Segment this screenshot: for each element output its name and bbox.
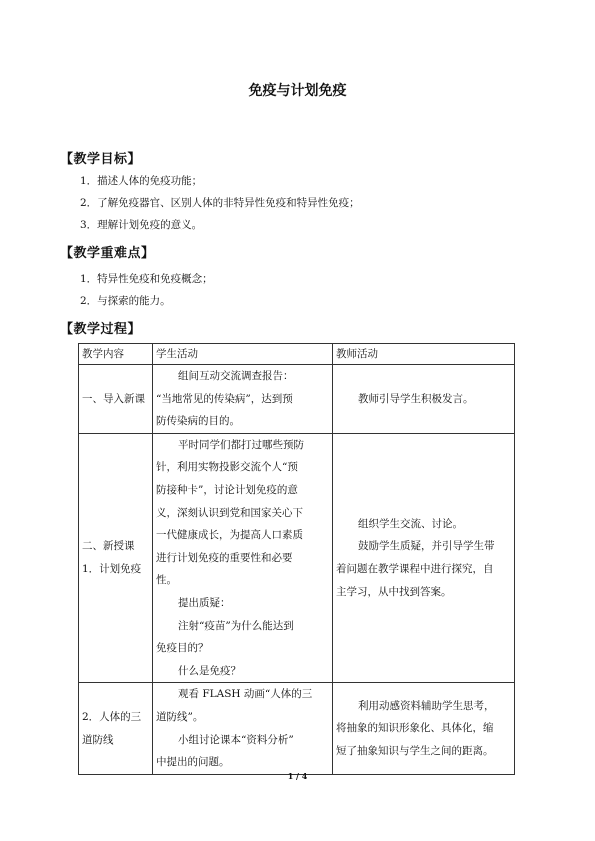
cell-content <box>79 365 153 434</box>
column-header-teacher: 教师活动 <box>333 344 515 365</box>
cell-student <box>153 365 333 434</box>
student-line: 提出质疑： <box>178 596 231 609</box>
student-paragraph <box>156 365 329 433</box>
page-number: 1 / 4 <box>287 771 308 781</box>
cell-teacher <box>333 433 515 683</box>
teacher-paragraph <box>336 695 511 763</box>
column-header-student: 学生活动 <box>153 344 333 365</box>
cell-content <box>79 433 153 683</box>
student-paragraph <box>156 660 329 683</box>
cell-teacher <box>333 683 515 774</box>
student-line: 义，深刻认识到党和国家关心下 <box>156 506 303 519</box>
student-line: 什么是免疫？ <box>178 664 242 677</box>
student-line: 性。 <box>156 574 177 587</box>
content-line: 2．人体的三 <box>82 710 142 723</box>
teacher-line: 鼓励学生质疑，并引导学生带 <box>358 540 495 553</box>
teacher-line: 将抽象的知识形象化、具体化，缩 <box>336 722 494 735</box>
keypoint-item: 1．特异性免疫和免疫概念； <box>80 273 213 285</box>
section-heading-goals: 【教学目标】 <box>60 152 142 167</box>
cell-student <box>153 433 333 683</box>
table-header-row <box>79 344 515 365</box>
teacher-line: 利用动感资料辅助学生思考， <box>358 699 495 712</box>
student-line: 观看 FLASH 动画“人体的三 <box>178 688 313 701</box>
teacher-line: 组织学生交流、讨论。 <box>358 517 464 530</box>
student-line: 进行计划免疫的重要性和必要 <box>156 551 293 564</box>
teacher-line: 短了抽象知识与学生之间的距离。 <box>336 744 494 757</box>
content-line: 道防线 <box>82 733 114 746</box>
student-paragraph <box>156 592 329 615</box>
goal-item: 1．描述人体的免疫功能； <box>80 175 203 187</box>
teacher-paragraph <box>336 513 511 536</box>
teacher-line: 主学习，从中找到答案。 <box>336 585 452 598</box>
teacher-paragraph <box>336 388 511 411</box>
goal-item: 3．理解计划免疫的意义。 <box>80 219 203 231</box>
student-paragraph <box>156 615 329 660</box>
lesson-plan-table <box>78 343 515 775</box>
content-line: 一、导入新课 <box>82 392 145 405</box>
cell-teacher <box>333 365 515 434</box>
student-line: 一代健康成长，为提高人口素质 <box>156 529 303 542</box>
column-header-content: 教学内容 <box>79 344 153 365</box>
keypoint-item: 2．与探索的能力。 <box>80 295 171 307</box>
goal-item: 2．了解免疫器官、区别人体的非特异性免疫和特异性免疫； <box>80 197 360 209</box>
student-line: 中提出的问题。 <box>156 756 230 769</box>
student-paragraph <box>156 683 329 728</box>
student-line: 小组讨论课本“资料分析” <box>178 733 294 746</box>
cell-student <box>153 683 333 774</box>
table-row <box>79 365 515 434</box>
student-line: 平时同学们都打过哪些预防 <box>178 438 305 451</box>
content-line: 二、新授课 <box>82 540 135 553</box>
student-line: 防传染病的目的。 <box>156 415 240 428</box>
table-row <box>79 683 515 774</box>
section-heading-process: 【教学过程】 <box>60 322 142 337</box>
student-line: 道防线”。 <box>156 710 204 723</box>
student-line: “当地常见的传染病”，达到预 <box>156 392 293 405</box>
teacher-line: 教师引导学生积极发言。 <box>358 392 474 405</box>
student-line: 组间互动交流调查报告： <box>178 370 294 382</box>
page-title: 免疫与计划免疫 <box>248 83 347 99</box>
teacher-line: 着问题在教学课程中进行探究，自 <box>336 563 494 576</box>
student-paragraph <box>156 729 329 774</box>
teacher-paragraph <box>336 535 511 603</box>
section-heading-keypoints: 【教学重难点】 <box>60 246 155 261</box>
student-line: 防接种卡”，讨论计划免疫的意 <box>156 483 298 496</box>
cell-content <box>79 683 153 774</box>
student-line: 针，利用实物投影交流个人“预 <box>156 461 298 474</box>
content-line: 1．计划免疫 <box>82 563 142 576</box>
student-line: 注射“疫苗”为什么能达到 <box>178 619 294 632</box>
student-line: 免疫目的？ <box>156 642 209 655</box>
table-row <box>79 433 515 683</box>
student-paragraph <box>156 434 329 592</box>
